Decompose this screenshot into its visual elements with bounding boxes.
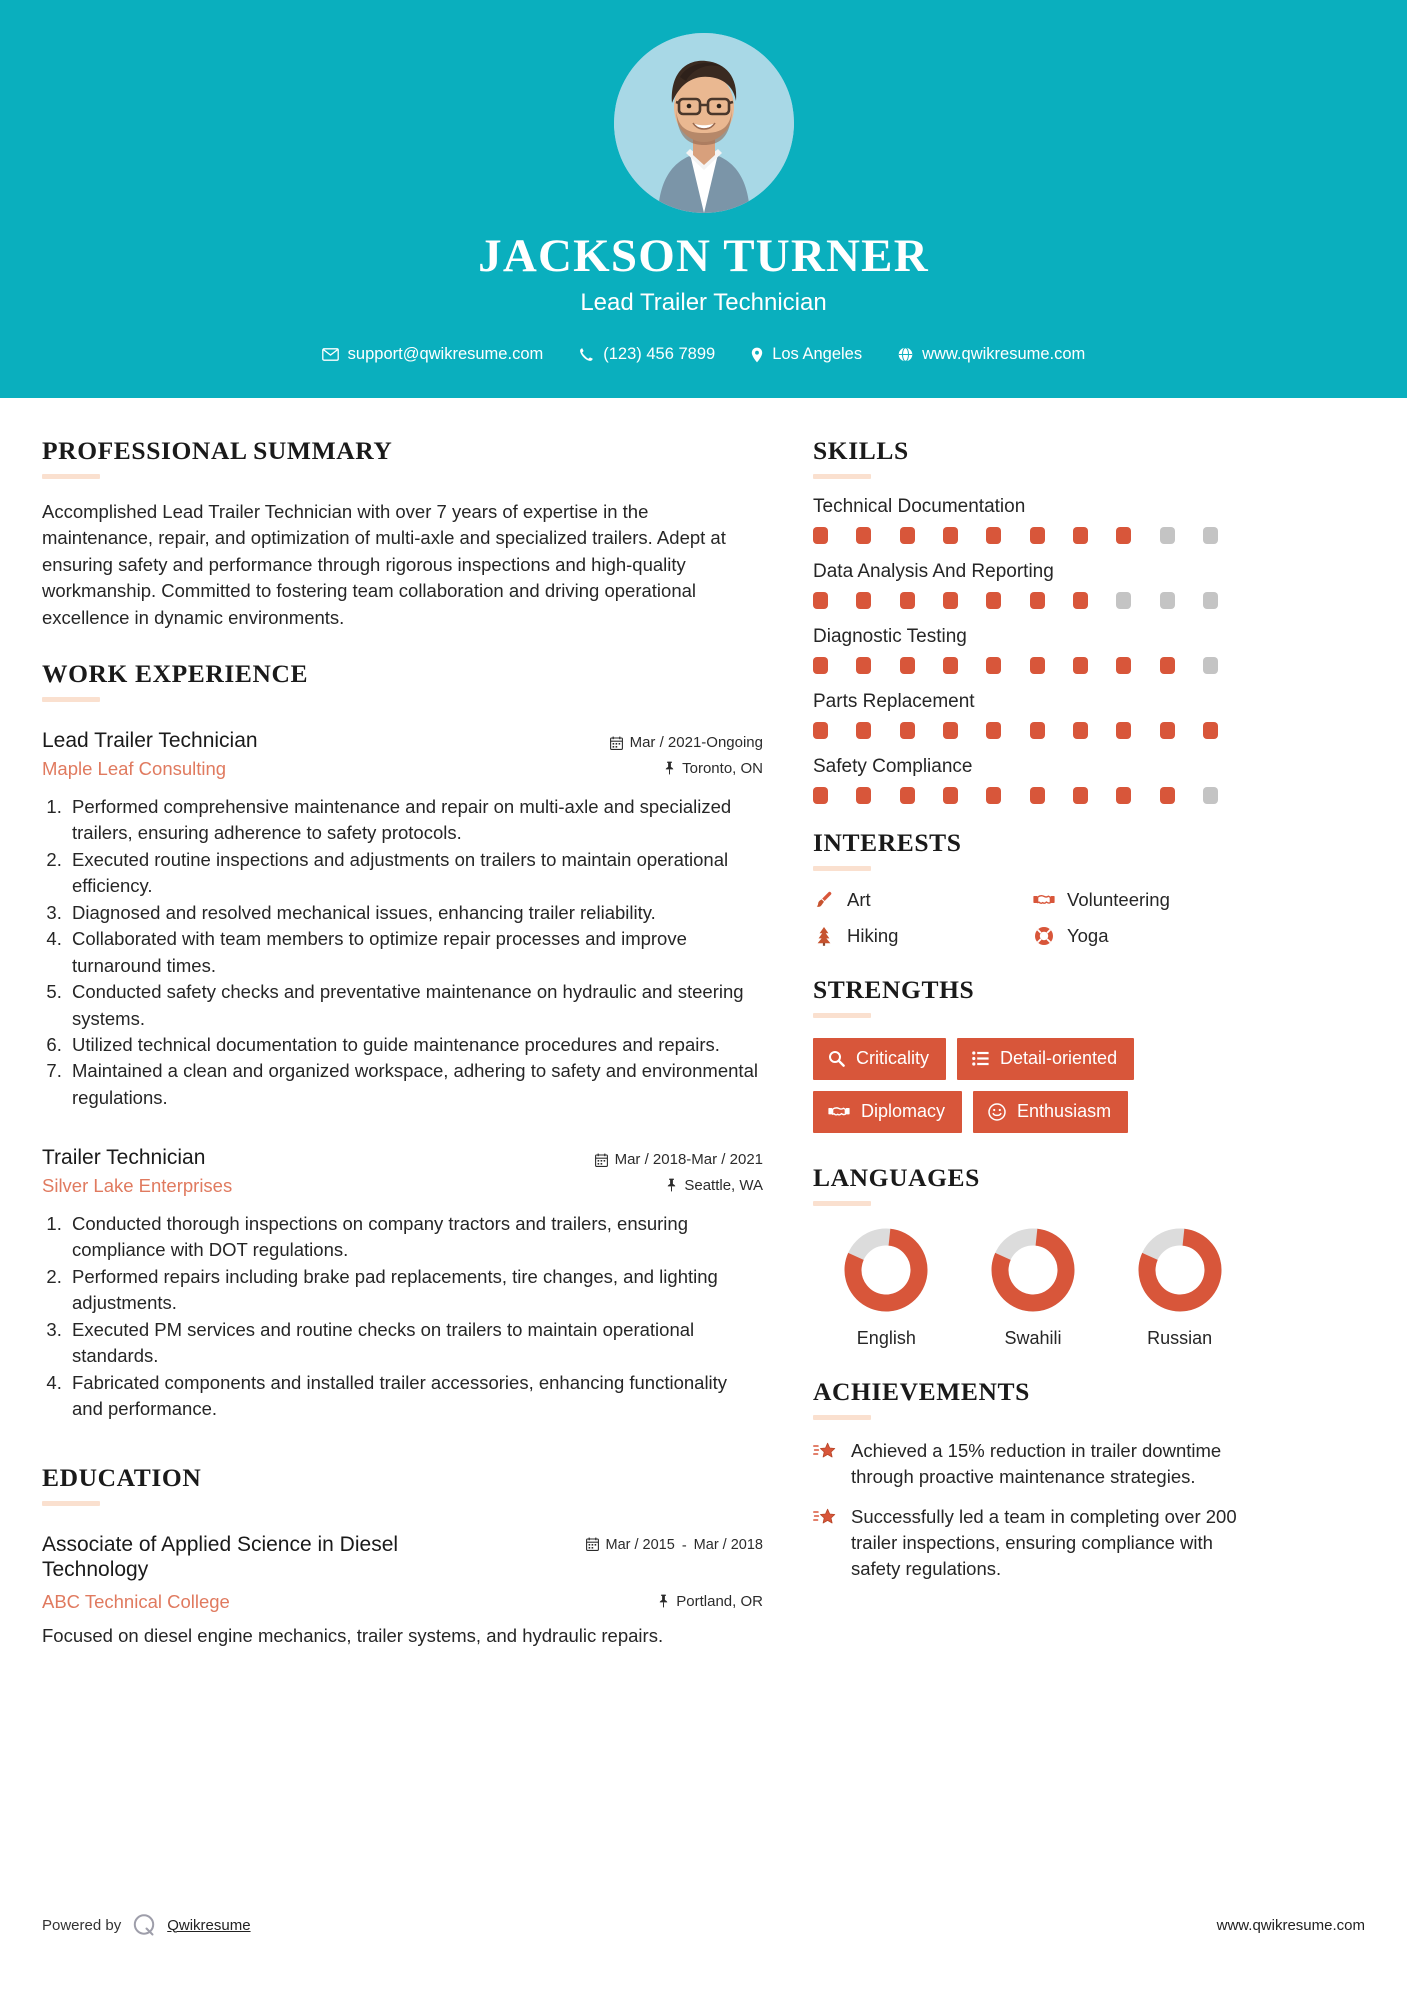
contact-email[interactable] bbox=[304, 345, 562, 364]
language-item bbox=[1106, 1228, 1253, 1349]
skill-item bbox=[813, 561, 1365, 609]
interests-grid bbox=[813, 889, 1253, 947]
skill-rating bbox=[813, 787, 1218, 804]
skill-item bbox=[813, 496, 1365, 544]
skill-dot bbox=[1203, 657, 1218, 674]
experience-bullets bbox=[42, 794, 763, 1111]
skill-dot bbox=[1116, 787, 1131, 804]
language-donut-chart bbox=[844, 1228, 928, 1317]
skill-dot bbox=[1073, 592, 1088, 609]
map-pin-icon bbox=[751, 347, 763, 363]
skill-item bbox=[813, 626, 1365, 674]
skill-rating bbox=[813, 722, 1218, 739]
achievements-list bbox=[813, 1438, 1365, 1581]
strength-chip-detail-oriented bbox=[957, 1038, 1134, 1080]
achievement-item bbox=[813, 1504, 1263, 1582]
list-item: 3. Diagnosed and resolved mechanical issues, enhancing trailer reliability. bbox=[67, 900, 763, 926]
skill-dot bbox=[1030, 657, 1045, 674]
footer-website[interactable]: www.qwikresume.com bbox=[1216, 1916, 1365, 1934]
list-item: 4. Collaborated with team members to optimize repair processes and improve turnaround times. bbox=[67, 926, 763, 979]
experience-company: Silver Lake Enterprises bbox=[42, 1174, 233, 1196]
contact-location bbox=[733, 345, 880, 364]
achievement-text: Achieved a 15% reduction in trailer downtime through proactive maintenance strategies. bbox=[851, 1440, 1222, 1487]
skill-dot bbox=[813, 527, 828, 544]
section-underline bbox=[813, 474, 871, 479]
skill-dot bbox=[1030, 787, 1045, 804]
skill-dot bbox=[900, 657, 915, 674]
strength-chip-enthusiasm bbox=[973, 1091, 1128, 1133]
skill-rating bbox=[813, 657, 1218, 674]
list-item: 1. Conducted thorough inspections on company tractors and trailers, ensuring compliance with DOT regulations. bbox=[67, 1211, 763, 1264]
experience-dates bbox=[610, 728, 763, 751]
experience-dates-text: Mar / 2021-Ongoing bbox=[629, 734, 763, 752]
skill-dot bbox=[986, 722, 1001, 739]
footer-brand-link[interactable]: Qwikresume bbox=[167, 1916, 251, 1934]
section-underline bbox=[42, 474, 100, 479]
skill-dot bbox=[1116, 722, 1131, 739]
list-icon bbox=[972, 1051, 989, 1066]
skill-dot bbox=[856, 657, 871, 674]
skill-dot bbox=[1116, 592, 1131, 609]
section-title-strengths: STRENGTHS bbox=[813, 975, 975, 1004]
interest-label: Yoga bbox=[1067, 925, 1109, 946]
donut-chart-svg bbox=[1138, 1228, 1222, 1312]
interest-item-volunteering bbox=[1033, 889, 1253, 911]
skill-dot bbox=[1160, 527, 1175, 544]
section-languages bbox=[813, 1163, 1365, 1349]
section-interests bbox=[813, 828, 1365, 947]
interest-label: Volunteering bbox=[1067, 889, 1170, 910]
skill-label: Parts Replacement bbox=[813, 691, 975, 712]
education-start-date: Mar / 2015 bbox=[605, 1536, 675, 1553]
date-separator: - bbox=[681, 1537, 687, 1554]
skill-dot bbox=[900, 787, 915, 804]
strength-label: Enthusiasm bbox=[1017, 1101, 1112, 1121]
section-underline bbox=[813, 866, 871, 871]
skill-dot bbox=[1203, 722, 1218, 739]
skill-dot bbox=[856, 527, 871, 544]
page-title: JACKSON TURNER bbox=[478, 230, 929, 282]
language-item bbox=[960, 1228, 1107, 1349]
interest-label: Art bbox=[847, 889, 871, 910]
experience-location bbox=[664, 758, 763, 777]
language-label: Swahili bbox=[1004, 1328, 1062, 1348]
strength-label: Criticality bbox=[856, 1048, 930, 1068]
experience-position: Trailer Technician bbox=[42, 1146, 206, 1170]
skill-dot bbox=[1116, 657, 1131, 674]
skill-dot bbox=[943, 657, 958, 674]
section-underline bbox=[42, 697, 100, 702]
section-title-summary: PROFESSIONAL SUMMARY bbox=[42, 436, 393, 465]
section-achievements bbox=[813, 1377, 1365, 1581]
experience-dates-text: Mar / 2018-Mar / 2021 bbox=[614, 1151, 763, 1169]
list-item: 7. Maintained a clean and organized workspace, adhering to safety and environmental regulations. bbox=[67, 1058, 763, 1111]
experience-location-text: Toronto, ON bbox=[682, 759, 763, 777]
education-end-date: Mar / 2018 bbox=[693, 1536, 763, 1553]
pin-icon bbox=[666, 1178, 677, 1192]
skill-label: Technical Documentation bbox=[813, 496, 1026, 517]
section-underline bbox=[813, 1013, 871, 1018]
section-title-work: WORK EXPERIENCE bbox=[42, 659, 309, 689]
list-item: 1. Performed comprehensive maintenance and repair on multi-axle and specialized trailers, ensuring adherence to safety protocols. bbox=[67, 794, 763, 847]
language-label: Russian bbox=[1147, 1328, 1213, 1348]
calendar-icon bbox=[595, 1153, 608, 1167]
strength-label: Detail-oriented bbox=[1000, 1048, 1118, 1068]
skill-dot bbox=[1073, 787, 1088, 804]
section-title-education: EDUCATION bbox=[42, 1462, 202, 1492]
skill-rating bbox=[813, 527, 1218, 544]
list-item: 2. Executed routine inspections and adjustments on trailers to maintain operational efficiency. bbox=[67, 847, 763, 900]
interest-item-hiking bbox=[813, 925, 1033, 947]
left-column bbox=[0, 398, 805, 1657]
skill-item bbox=[813, 756, 1365, 804]
skill-dot bbox=[1203, 527, 1218, 544]
contact-website[interactable] bbox=[880, 345, 1103, 364]
handshake-icon bbox=[1033, 891, 1055, 909]
skill-dot bbox=[986, 657, 1001, 674]
contact-location-text: Los Angeles bbox=[772, 345, 863, 363]
education-item bbox=[42, 1532, 763, 1650]
skill-dot bbox=[1160, 722, 1175, 739]
section-education bbox=[42, 1463, 763, 1650]
skill-dot bbox=[943, 592, 958, 609]
life-ring-icon bbox=[1033, 926, 1055, 946]
contact-email-text: support@qwikresume.com bbox=[347, 345, 544, 363]
skill-dot bbox=[943, 787, 958, 804]
avatar-portrait-icon bbox=[614, 33, 794, 213]
footer bbox=[0, 1912, 1407, 1938]
section-underline bbox=[813, 1415, 871, 1420]
strengths-list bbox=[813, 1038, 1253, 1133]
contact-bar bbox=[304, 345, 1104, 364]
list-item: 2. Performed repairs including brake pad replacements, tire changes, and lighting adjustments. bbox=[67, 1264, 763, 1317]
calendar-icon bbox=[610, 736, 623, 750]
education-description: Focused on diesel engine mechanics, trailer systems, and hydraulic repairs. bbox=[42, 1624, 664, 1646]
footer-powered-label: Powered by bbox=[42, 1916, 122, 1934]
donut-chart-svg bbox=[844, 1228, 928, 1312]
skill-dot bbox=[856, 722, 871, 739]
globe-icon bbox=[898, 347, 913, 362]
contact-phone-text: (123) 456 7899 bbox=[603, 345, 716, 363]
languages-list bbox=[813, 1228, 1253, 1349]
section-strengths bbox=[813, 975, 1365, 1133]
star-icon bbox=[813, 1504, 837, 1582]
education-degree: Associate of Applied Science in Diesel Technology bbox=[42, 1532, 399, 1582]
skill-label: Diagnostic Testing bbox=[813, 626, 967, 647]
skill-dot bbox=[1116, 527, 1131, 544]
contact-phone[interactable] bbox=[561, 345, 733, 364]
paintbrush-icon bbox=[813, 890, 835, 910]
job-role-subtitle: Lead Trailer Technician bbox=[580, 289, 827, 316]
education-location bbox=[658, 1591, 763, 1610]
skill-dot bbox=[943, 722, 958, 739]
interest-item-yoga bbox=[1033, 925, 1253, 947]
skill-dot bbox=[813, 722, 828, 739]
skill-label: Safety Compliance bbox=[813, 756, 973, 777]
contact-website-text: www.qwikresume.com bbox=[922, 345, 1086, 363]
skill-dot bbox=[986, 787, 1001, 804]
skill-dot bbox=[813, 657, 828, 674]
experience-bullets bbox=[42, 1211, 763, 1423]
pin-icon bbox=[658, 1594, 669, 1608]
section-title-languages: LANGUAGES bbox=[813, 1163, 980, 1192]
interest-label: Hiking bbox=[847, 925, 899, 946]
skill-dot bbox=[1073, 527, 1088, 544]
skill-item bbox=[813, 691, 1365, 739]
interest-item-art bbox=[813, 889, 1033, 911]
skill-dot bbox=[813, 787, 828, 804]
pin-icon bbox=[664, 761, 675, 775]
star-icon bbox=[813, 1438, 837, 1490]
skill-dot bbox=[1203, 787, 1218, 804]
skill-dot bbox=[943, 527, 958, 544]
experience-item bbox=[42, 728, 763, 1111]
education-dates bbox=[586, 1532, 764, 1555]
list-item: 4. Fabricated components and installed trailer accessories, enhancing functionality and performance. bbox=[67, 1370, 763, 1423]
skill-dot bbox=[900, 592, 915, 609]
experience-location bbox=[666, 1175, 763, 1194]
language-label: English bbox=[856, 1328, 916, 1348]
skill-dot bbox=[813, 592, 828, 609]
skill-label: Data Analysis And Reporting bbox=[813, 561, 1054, 582]
right-column bbox=[805, 398, 1407, 1657]
section-underline bbox=[813, 1201, 871, 1206]
skill-dot bbox=[1160, 787, 1175, 804]
donut-chart-svg bbox=[991, 1228, 1075, 1312]
section-work-experience bbox=[42, 659, 763, 1422]
resume-body bbox=[0, 398, 1407, 1657]
avatar bbox=[614, 33, 794, 213]
skill-dot bbox=[900, 527, 915, 544]
experience-item bbox=[42, 1145, 763, 1422]
section-underline bbox=[42, 1501, 100, 1506]
magnifier-icon bbox=[828, 1050, 845, 1067]
skill-dot bbox=[1073, 657, 1088, 674]
achievement-text: Successfully led a team in completing over 200 trailer inspections, ensuring compliance with safety regulations. bbox=[851, 1505, 1237, 1579]
section-title-interests: INTERESTS bbox=[813, 828, 962, 857]
skill-rating bbox=[813, 592, 1218, 609]
skill-dot bbox=[1030, 722, 1045, 739]
skill-dot bbox=[900, 722, 915, 739]
skill-dot bbox=[1203, 592, 1218, 609]
skill-dot bbox=[986, 527, 1001, 544]
skill-dot bbox=[1073, 722, 1088, 739]
qwikresume-logo-icon bbox=[131, 1912, 157, 1938]
strength-chip-diplomacy bbox=[813, 1091, 962, 1133]
section-title-skills: SKILLS bbox=[813, 436, 909, 465]
education-school: ABC Technical College bbox=[42, 1590, 230, 1612]
list-item: 5. Conducted safety checks and preventative maintenance on hydraulic and steering systems. bbox=[67, 979, 763, 1032]
language-donut-chart bbox=[1138, 1228, 1222, 1317]
section-title-achievements: ACHIEVEMENTS bbox=[813, 1377, 1030, 1406]
experience-company: Maple Leaf Consulting bbox=[42, 757, 227, 779]
skill-dot bbox=[1030, 592, 1045, 609]
language-item bbox=[813, 1228, 960, 1349]
skill-dot bbox=[1160, 592, 1175, 609]
footer-powered-by bbox=[42, 1912, 251, 1938]
experience-location-text: Seattle, WA bbox=[684, 1176, 763, 1194]
experience-dates bbox=[595, 1145, 763, 1168]
education-location-text: Portland, OR bbox=[676, 1592, 763, 1610]
handshake-icon bbox=[828, 1104, 850, 1120]
section-skills bbox=[813, 436, 1365, 804]
section-professional-summary bbox=[42, 436, 763, 631]
calendar-icon bbox=[586, 1537, 599, 1555]
strength-label: Diplomacy bbox=[861, 1101, 946, 1121]
skill-dot bbox=[856, 592, 871, 609]
experience-position: Lead Trailer Technician bbox=[42, 729, 258, 753]
tree-icon bbox=[813, 926, 835, 946]
strength-chip-criticality bbox=[813, 1038, 946, 1080]
achievement-item bbox=[813, 1438, 1263, 1490]
skill-dot bbox=[986, 592, 1001, 609]
language-donut-chart bbox=[991, 1228, 1075, 1317]
list-item: 6. Utilized technical documentation to guide maintenance procedures and repairs. bbox=[67, 1032, 763, 1058]
envelope-icon bbox=[322, 348, 339, 361]
resume-header bbox=[0, 0, 1407, 398]
skill-dot bbox=[1030, 527, 1045, 544]
skill-dot bbox=[856, 787, 871, 804]
summary-text: Accomplished Lead Trailer Technician with over 7 years of expertise in the maintenance, repair, and optimization of multi-axle and specialized trailers. Adept at ensuring safety and performance through rigorous inspections and high-quality workmanship. Committed to fostering team collaboration and driving operational excellence in dynamic environments. bbox=[42, 501, 726, 628]
smiley-icon bbox=[988, 1103, 1006, 1121]
skill-dot bbox=[1160, 657, 1175, 674]
phone-icon bbox=[579, 347, 594, 362]
list-item: 3. Executed PM services and routine checks on trailers to maintain operational standards. bbox=[67, 1317, 763, 1370]
